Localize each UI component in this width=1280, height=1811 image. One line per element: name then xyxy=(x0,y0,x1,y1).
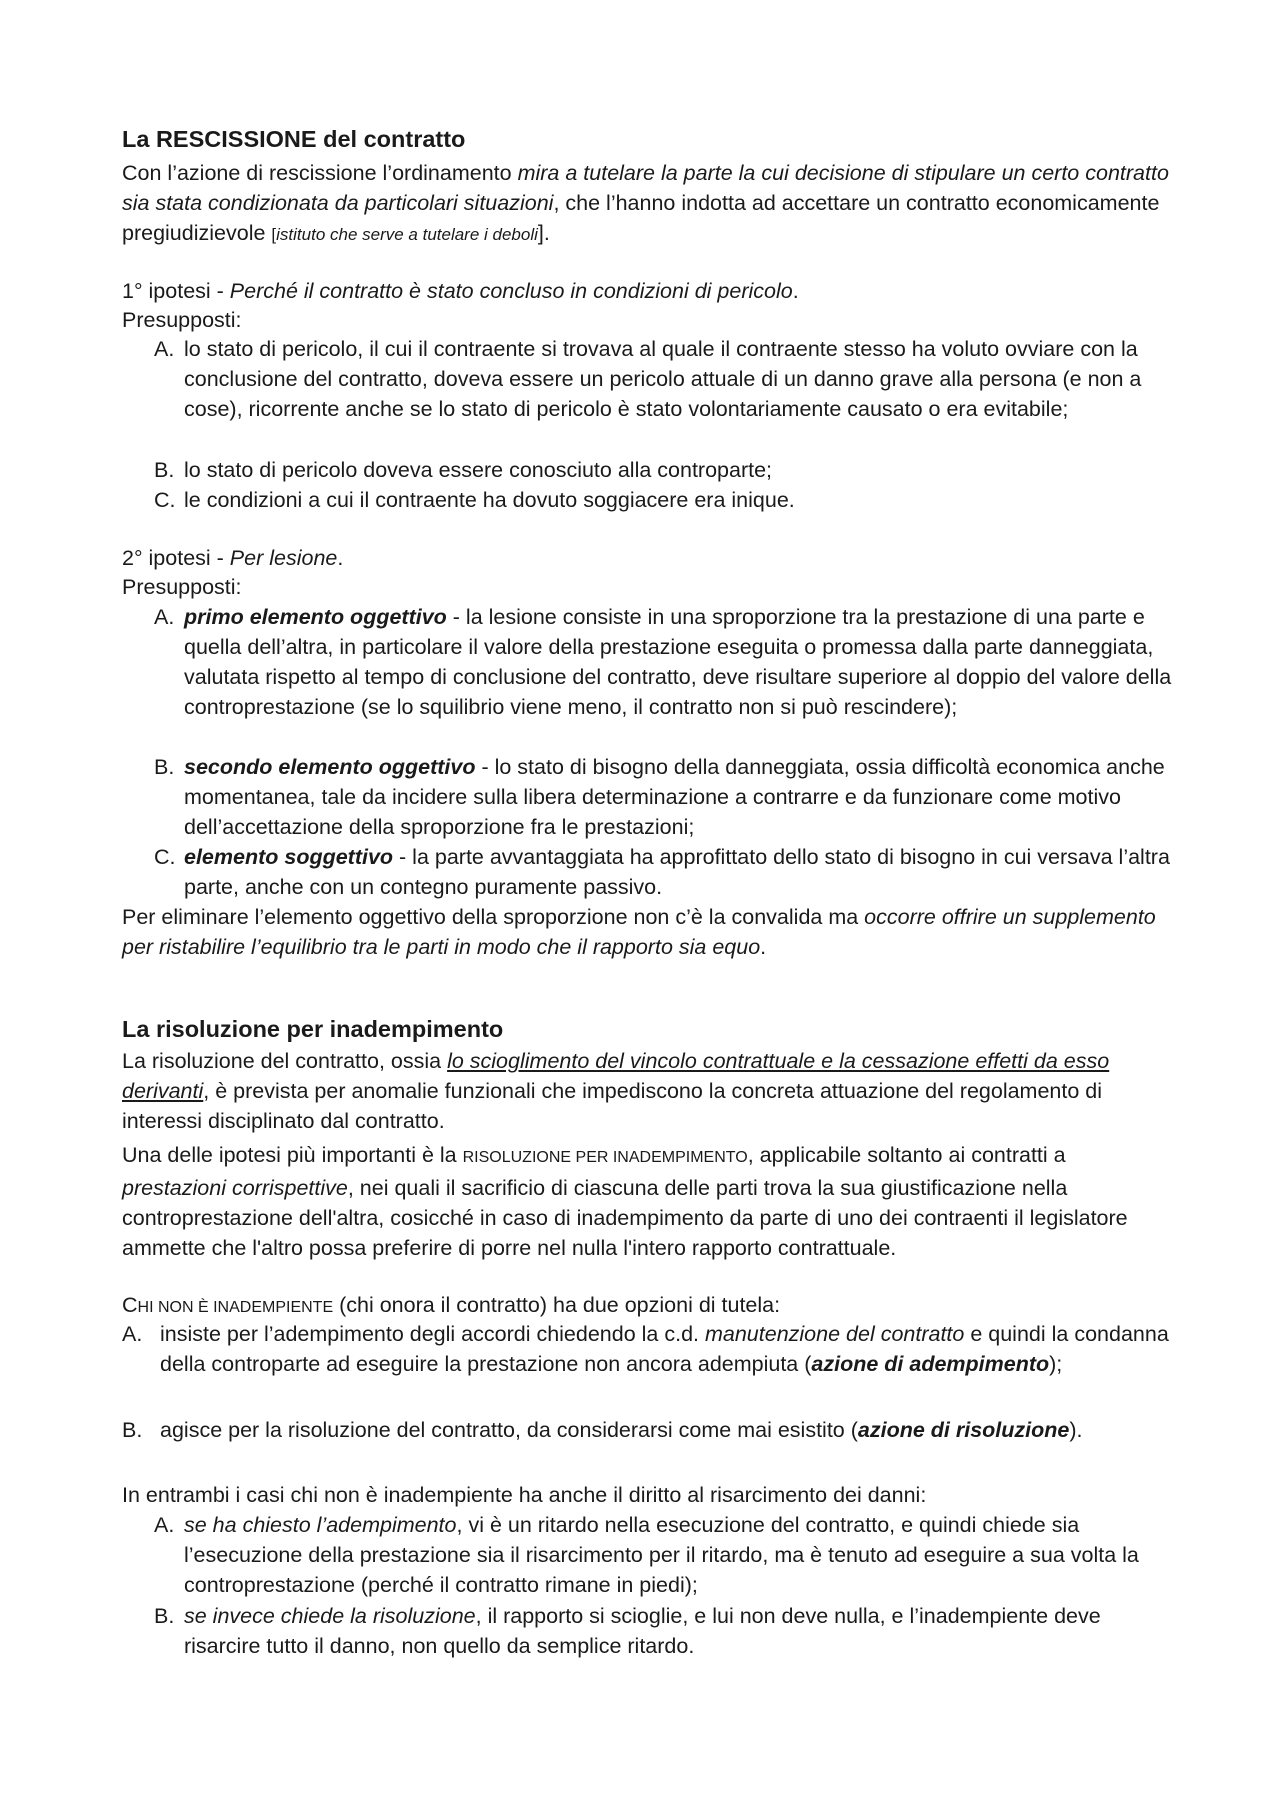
damages-intro: In entrambi i casi chi non è inadempiente ha anche il diritto al risarcimento dei danni: xyxy=(122,1483,927,1507)
list-item: A. insiste per l’adempimento degli accordi chiedendo la c.d. manutenzione del contratto e quindi la condanna della controparte ad eseguire la prestazione non ancora adempiuta (azione di adempimento); xyxy=(122,1322,1169,1376)
list-item: B. agisce per la risoluzione del contratto, da considerarsi come mai esistito (azione di risoluzione). xyxy=(122,1418,1083,1442)
list-item: A. primo elemento oggettivo - la lesione consiste in una sproporzione tra la prestazione di una parte e quella dell’altra, in particolare il valore della prestazione eseguita o promessa dalla parte danneggiata, valutata rispetto al tempo di conclusione del contratto, deve risultare superiore al doppio del valore della controprestazione (se lo squilibrio viene meno, il contratto non si può rescindere); xyxy=(154,605,1172,719)
prerequisites-label-2: Presupposti: xyxy=(122,575,242,599)
prerequisites-label-1: Presupposti: xyxy=(122,308,242,332)
list-item: B. secondo elemento oggettivo - lo stato di bisogno della danneggiata, ossia difficoltà economica anche momentanea, tale da incidere sulla libera determinazione a contrarre e da funzionare come motivo dell’accettazione della sproporzione fra le prestazioni; xyxy=(154,755,1165,839)
list-item: C. le condizioni a cui il contraente ha dovuto soggiacere era inique. xyxy=(154,488,795,512)
list-item: A. se ha chiesto l’adempimento, vi è un ritardo nella esecuzione del contratto, e quindi chiede sia l’esecuzione della prestazione sia il risarcimento per il ritardo, ma è tenuto ad eseguire a sua volta la controprestazione (perché il contratto rimane in piedi); xyxy=(154,1513,1139,1597)
list-item: B. se invece chiede la risoluzione, il rapporto si scioglie, e lui non deve nulla, e l’inadempiente deve risarcire tutto il danno, non quello da semplice ritardo. xyxy=(154,1604,1101,1658)
list-item: B. lo stato di pericolo doveva essere conosciuto alla controparte; xyxy=(154,458,773,482)
hypothesis-1: 1° ipotesi - Perché il contratto è stato concluso in condizioni di pericolo. xyxy=(122,279,799,303)
section-title-risoluzione: La risoluzione per inadempimento xyxy=(122,1016,504,1042)
options-intro: CHI NON È INADEMPIENTE (chi onora il contratto) ha due opzioni di tutela: xyxy=(122,1293,781,1317)
risoluzione-paragraph-2: Una delle ipotesi più importanti è la RISOLUZIONE PER INADEMPIMENTO, applicabile soltanto ai contratti a prestazioni corrispettive, nei quali il sacrificio di ciascuna delle parti trova la sua giustificazione nella controprestazione dell'altra, cosicché in caso di inadempimento da parte di uno dei contraenti il legislatore ammette che l'altro possa preferire di porre nel nulla l'intero rapporto contrattuale. xyxy=(122,1143,1128,1260)
list-item: C. elemento soggettivo - la parte avvantaggiata ha approfittato dello stato di bisogno in cui versava l’altra parte, anche con un contegno puramente passivo. xyxy=(154,845,1170,899)
closing-paragraph: Per eliminare l’elemento oggettivo della sproporzione non c’è la convalida ma occorre offrire un supplemento per ristabilire l’equilibrio tra le parti in modo che il rapporto sia equo. xyxy=(122,905,1156,959)
list-item: A. lo stato di pericolo, il cui il contraente si trovava al quale il contraente stesso ha voluto ovviare con la conclusione del contratto, doveva essere un pericolo attuale di un danno grave alla persona (e non a cose), ricorrente anche se lo stato di pericolo è stato volontariamente causato o era evitabile; xyxy=(154,337,1142,421)
intro-paragraph: Con l’azione di rescissione l’ordinamento mira a tutelare la parte la cui decisione di stipulare un certo contratto sia stata condizionata da particolari situazioni, che l’hanno indotta ad accettare un contratto economicamente pregiudizievole [istituto che serve a tutelare i deboli]. xyxy=(122,161,1169,245)
risoluzione-paragraph-1: La risoluzione del contratto, ossia lo scioglimento del vincolo contrattuale e la cessazione effetti da esso derivanti, è prevista per anomalie funzionali che impediscono la concreta attuazione del regolamento di interessi disciplinato dal contratto. xyxy=(122,1049,1110,1133)
section-title-rescissione: La RESCISSIONE del contratto xyxy=(122,126,466,152)
hypothesis-2: 2° ipotesi - Per lesione. xyxy=(122,546,344,570)
